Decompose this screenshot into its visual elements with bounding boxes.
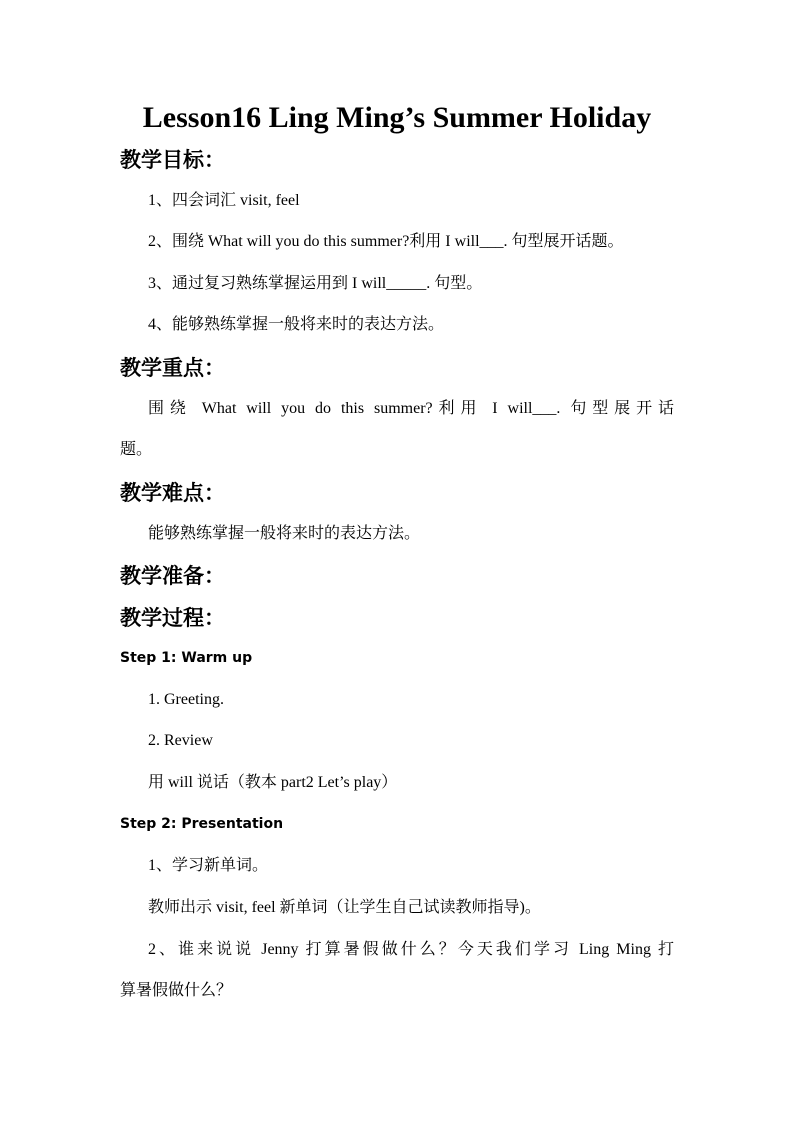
process-heading: 教学过程： xyxy=(120,606,225,630)
key-points-text-line-1: 围绕 What will you do this summer?利用 I will___. 句型展开话 xyxy=(148,400,674,417)
step-2-item-3-line-1: 2、谁来说说 Jenny 打算暑假做什么？今天我们学习 Ling Ming 打 xyxy=(148,941,674,958)
document-title: Lesson16 Ling Ming’s Summer Holiday xyxy=(142,101,652,134)
objective-item-4: 4、能够熟练掌握一般将来时的表达方法。 xyxy=(148,316,445,333)
objective-item-1: 1、四会词汇 visit, feel xyxy=(148,192,300,209)
key-points-text-line-2: 题。 xyxy=(120,441,153,458)
objective-item-2: 2、围绕 What will you do this summer?利用 I will___. 句型展开话题。 xyxy=(148,233,624,250)
key-points-heading: 教学重点： xyxy=(120,356,225,380)
step-1-item-2: 2. Review xyxy=(148,732,213,749)
step-1-title: Step 1: Warm up xyxy=(120,650,253,666)
preparation-heading: 教学准备： xyxy=(120,564,225,588)
step-2-item-1: 1、学习新单词。 xyxy=(148,857,269,874)
objective-item-3: 3、通过复习熟练掌握运用到 I will_____. 句型。 xyxy=(148,275,483,292)
difficulties-text: 能够熟练掌握一般将来时的表达方法。 xyxy=(148,525,421,542)
difficulties-heading: 教学难点： xyxy=(120,481,225,505)
step-2-item-3-line-2: 算暑假做什么？ xyxy=(120,982,233,999)
step-1-item-3: 用 will 说话（教本 part2 Let’s play） xyxy=(148,774,398,791)
step-1-item-1: 1. Greeting. xyxy=(148,691,224,708)
step-2-title: Step 2: Presentation xyxy=(120,816,284,832)
objectives-heading: 教学目标： xyxy=(120,148,225,172)
step-2-item-2: 教师出示 visit, feel 新单词（让学生自己试读教师指导)。 xyxy=(148,899,541,916)
